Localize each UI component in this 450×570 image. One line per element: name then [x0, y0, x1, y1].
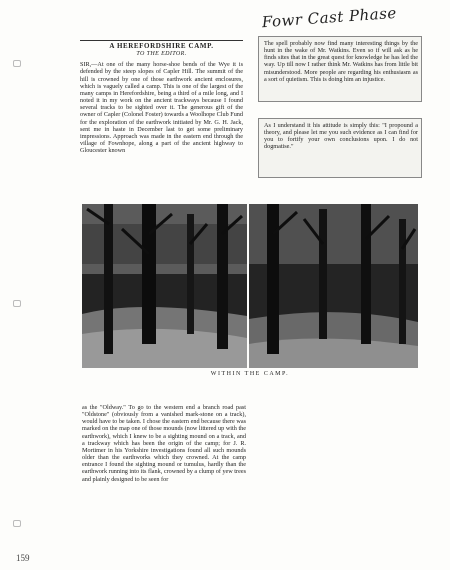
- photo-caption: WITHIN THE CAMP.: [210, 371, 290, 377]
- woodland-photo-right: [249, 204, 418, 368]
- right-para-2: As I understand it his attitude is simply this: "I propound a theory, and please let me you such evidence as I can find for you to fortify your own conclusions upon. I do not dogmatise.": [264, 122, 418, 151]
- photo-spread: [82, 204, 418, 368]
- right-column: [260, 38, 418, 178]
- article-body: SIR,—At one of the many horse-shoe bends of the Wye it is defended by the steep slopes of Capler Hill. The summit of the hill is crowned by one of those earthwork ancient enclosures, which is vaguely called a camp. This is one of the largest of the many camps in Herefordshire, being a third of a mile long, and I noted it in my work on the ancient trackways because I found several tracks to be sighted over it. The generous gift of the owner of Capler (Colonel Foster) towards a Woolhope Club Fund for the exploration of the earthwork initiated by Mr. G. H. Jack, sent me in haste in December last to get some preliminary impressions. Approach was made in the eastern end through the village of Fownhope, along a part of the ancient highway to Gloucester known: [80, 61, 243, 155]
- page-number: 159: [16, 553, 30, 563]
- bottom-article-body: as the "Oldway." To go to the western end a branch road past "Oldstone" (obviously from a vanished mark-stone on a track), would have to be taken. I chose the eastern end because there was marked on the map one of those mounds (now littered up with the earthwork), which I knew to be a sighting mound on a track, and a trackway which has been the origin of the camp; for J. R. Mortimer in his Yorkshire investigations found all such mounds older than the earthworks which they crowned. At the camp entrance I found the sighting mound or tumulus, hardly than the earthwork running into its flank, crowned by a clump of yew trees and plainly designed to be seen for: [82, 404, 246, 483]
- photo-left: [82, 204, 247, 368]
- binder-hole: [13, 520, 21, 527]
- bottom-article: [82, 404, 246, 554]
- article-headline: A HEREFORDSHIRE CAMP.: [109, 42, 214, 50]
- handwritten-annotation: Fowr Cast Phase: [261, 3, 398, 32]
- woodland-photo-left: [82, 204, 247, 368]
- binder-hole: [13, 60, 21, 67]
- left-article: [80, 40, 243, 195]
- top-rule: [80, 40, 243, 41]
- article-subhead: TO THE EDITOR.: [136, 51, 187, 58]
- right-para-1: The spell probably now find many interesting things by the hunt in the wake of Mr. Watkins. Even so if will ask as he finds sites that in the great quest for knowledge he has led the way. Up till now I rather think Mr. Watkins has from little bit misunderstood. More people are regarding his enthusiasm as a sort of quietism. This is doing him an injustice.: [264, 40, 418, 83]
- photo-right: [249, 204, 418, 368]
- binder-hole: [13, 300, 21, 307]
